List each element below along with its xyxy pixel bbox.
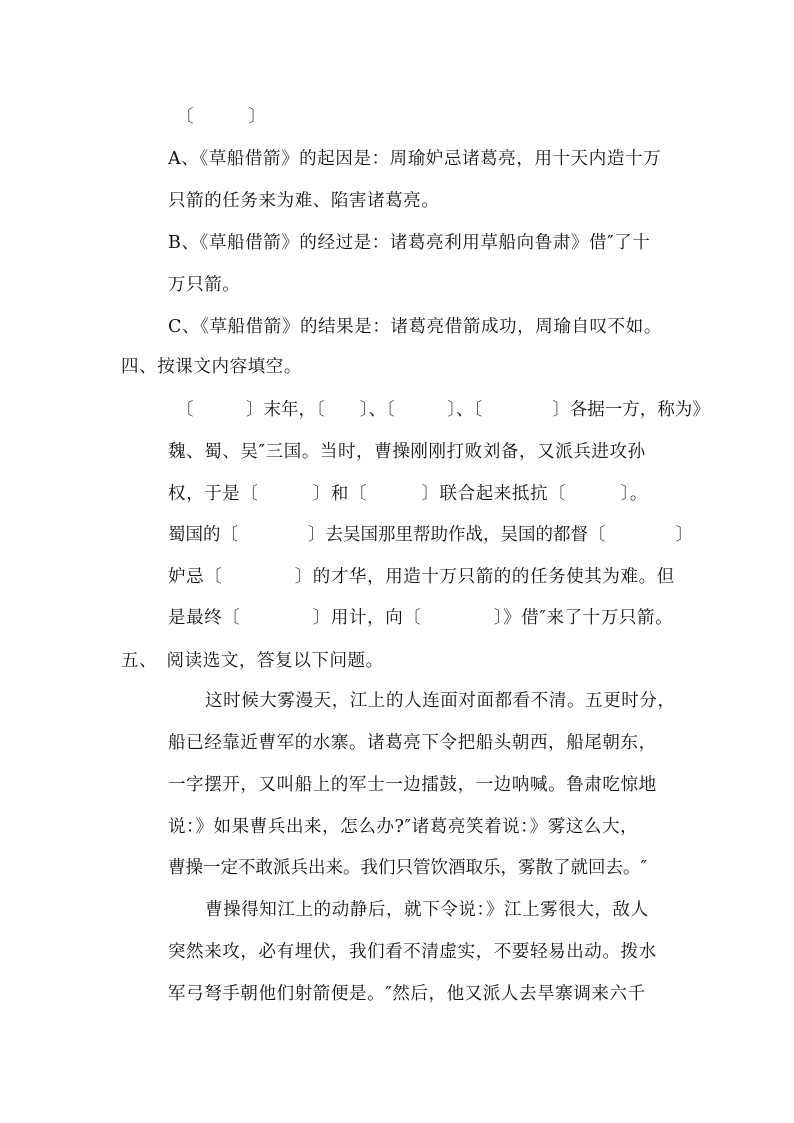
fill-blank-line-2: 魏、蜀、吴″三国。当时，曹操刚刚打败刘备，又派兵进攻孙: [168, 442, 646, 462]
passage-para-2-line-3: 军弓弩手朝他们射箭便是。″然后，他又派人去旱寨调来六千: [168, 984, 646, 1004]
passage-para-1-line-5: 曹操一定不敢派兵出来。我们只管饮酒取乐，雾散了就回去。″: [168, 858, 648, 878]
passage-para-1-line-1: 这时候大雾漫天，江上的人连面对面都看不清。五更时分，: [205, 691, 676, 711]
option-a-line-1: A、《草船借箭》的起因是：周瑜妒忌诸葛亮，用十天内造十万: [168, 149, 662, 169]
fill-blank-line-3: 权，于是〔 〕和〔 〕联合起来抵抗〔 〕。: [168, 484, 648, 504]
fill-blank-line-6: 是最终〔 〕用计，向〔 〕》借″来了十万只箭。: [168, 608, 674, 628]
section-5-title: 五、 阅读选文，答复以下问题。: [121, 651, 384, 671]
fill-blank-line-5: 妒忌〔 〕的才华，用造十万只箭的的任务使其为难。但: [168, 567, 675, 587]
option-c: C、《草船借箭》的结果是：诸葛亮借箭成功，周瑜自叹不如。: [168, 317, 662, 337]
option-b-line-2: 万只箭。: [168, 275, 241, 295]
passage-para-1-line-3: 一字摆开，又叫船上的军士一边擂鼓，一边呐喊。鲁肃吃惊地: [168, 775, 657, 795]
fill-blank-line-1: 〔 〕末年，〔 〕、〔 〕、〔 〕各据一方，称为》: [176, 400, 710, 420]
section-4-title: 四、按课文内容填空。: [121, 357, 302, 377]
fill-blank-line-4: 蜀国的〔 〕去吴国那里帮助作战，吴国的都督〔 〕: [168, 525, 693, 545]
question-answer-brackets: 〔 〕: [176, 107, 267, 127]
passage-para-1-line-2: 船已经靠近曹军的水寨。诸葛亮下令把船头朝西，船尾朝东，: [168, 733, 657, 753]
passage-para-2-line-2: 突然来攻，必有埋伏，我们看不清虚实，不要轻易出动。拨水: [168, 942, 657, 962]
passage-para-1-line-4: 说：》如果曹兵出来，怎么办?″诸葛亮笑着说：》雾这么大，: [168, 817, 639, 837]
passage-para-2-line-1: 曹操得知江上的动静后，就下令说：》江上雾很大，敌人: [205, 900, 649, 920]
option-b-line-1: B、《草船借箭》的经过是：诸葛亮利用草船向鲁肃》借″了十: [168, 233, 651, 253]
option-a-line-2: 只箭的任务来为难、陷害诸葛亮。: [168, 191, 440, 211]
